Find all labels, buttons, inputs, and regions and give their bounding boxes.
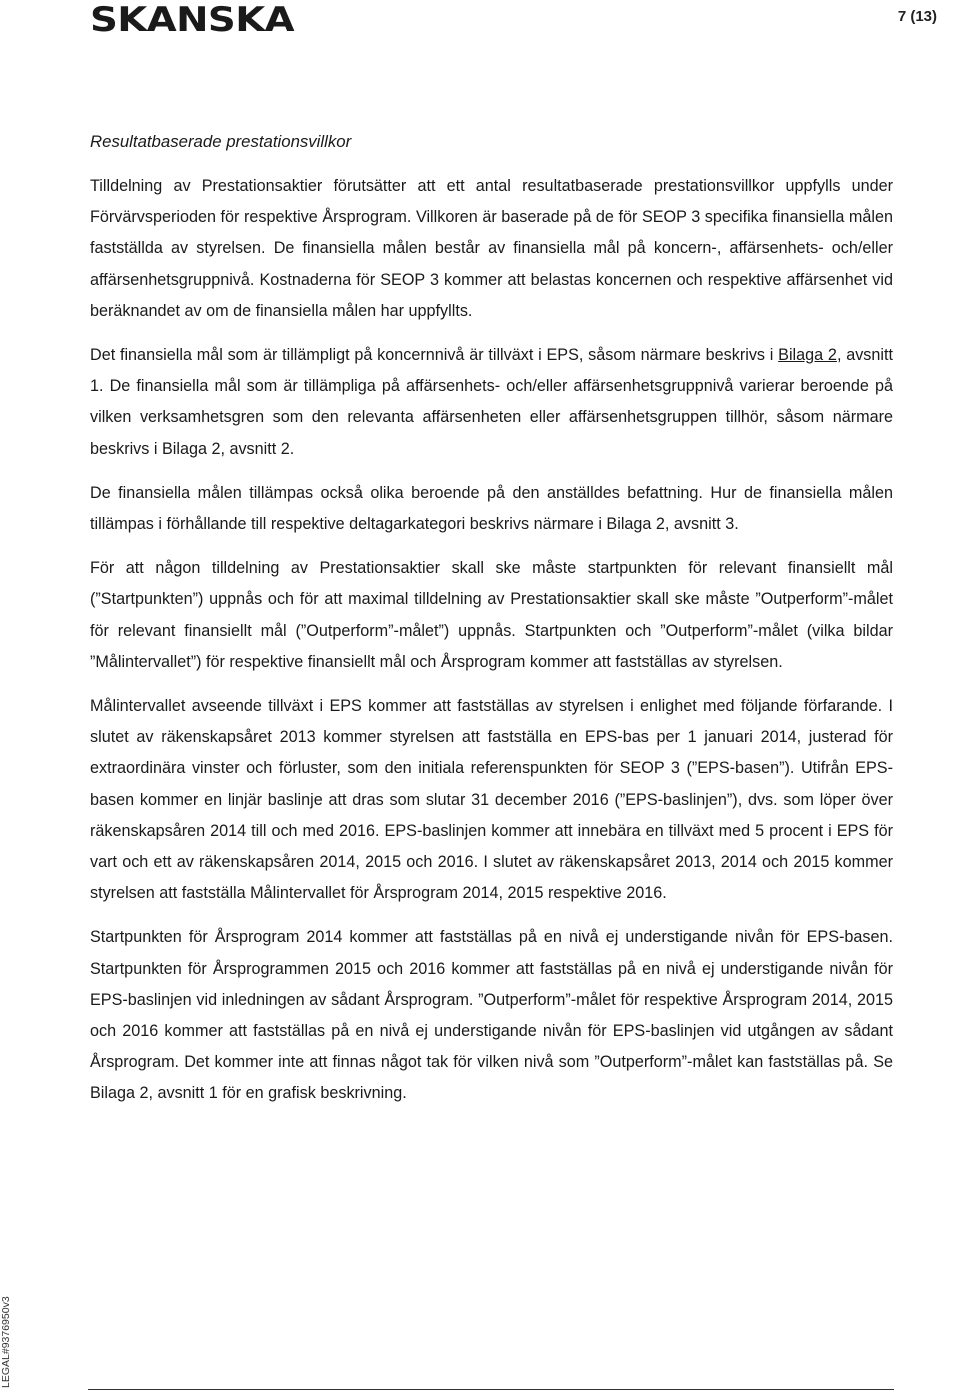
appendix-reference: Bilaga 2 bbox=[778, 346, 837, 365]
paragraph-group-target bbox=[90, 340, 893, 465]
paragraph-group-target-end: , avsnitt 1. De finansiella mål som är tillämpliga på affärsenhets- och/eller affärsenhetsgruppnivå varierar beroende på vilken verksamhetsgren som den relevanta affärsenheten eller affärsenhetsgruppen tillhör, såsom närmare beskrivs i Bilaga 2, avsnitt 2. bbox=[90, 346, 893, 458]
logo-text: SKANSKA bbox=[90, 0, 296, 36]
document-reference-text: LEGAL#9376950v3 bbox=[0, 1296, 12, 1388]
paragraph-annual-program-levels: Startpunkten för Årsprogram 2014 kommer att fastställas på en nivå ej understigande nivån för EPS-basen. Startpunkten för Årsprogrammen 2015 och 2016 kommer att fastställas på en nivå ej understigande nivån för EPS-baslinjen vid inledningen av sådant Årsprogram. ”Outperform”-målet för respektive Årsprogram 2014, 2015 och 2016 kommer att fastställas på en nivå ej understigande nivån för EPS-baslinjen vid utgången av sådant Årsprogram. Det kommer inte att finnas något tak för vilken nivå som ”Outperform”-målet kan fastställas på. Se Bilaga 2, avsnitt 1 för en grafisk beskrivning. bbox=[90, 928, 893, 1103]
page-number: 7 (13) bbox=[897, 8, 937, 25]
skanska-wordmark bbox=[90, 0, 296, 36]
section-title: Resultatbaserade prestationsvillkor bbox=[90, 132, 352, 151]
paragraph-position-application: De finansiella målen tillämpas också olika beroende på den anställdes befattning. Hur de finansiella målen tillämpas i förhållande till respektive deltagarkategori beskrivs närmare i Bilaga 2, avsnitt 3. bbox=[90, 483, 893, 534]
paragraph-group-target-start: Det finansiella mål som är tillämpligt på koncernnivå är tillväxt i EPS, såsom närmare beskrivs i bbox=[90, 346, 779, 365]
skanska-logo bbox=[90, 0, 296, 36]
document-reference-vertical bbox=[0, 1268, 12, 1388]
paragraph-target-range-eps: Målintervallet avseende tillväxt i EPS kommer att fastställas av styrelsen i enlighet med följande förfarande. I slutet av räkenskapsåret 2013 kommer styrelsen att fastställa en EPS-bas per 1 januari 2014, justerad för extraordinära vinster och förluster, som den initiala referenspunkten för SEOP 3 (”EPS-basen”). Utifrån EPS-basen kommer en linjär baslinje att dras som slutar 31 december 2016 (”EPS-baslinjen”), dvs. som löper över räkenskapsåren 2014 till och med 2016. EPS-baslinjen kommer att innebära en tillväxt med 5 procent i EPS för vart och ett av räkenskapsåren 2014, 2015 och 2016. I slutet av räkenskapsåret 2013, 2014 och 2015 kommer styrelsen att fastställa Målintervallet för Årsprogram 2014, 2015 respektive 2016. bbox=[90, 697, 893, 903]
document-body bbox=[90, 127, 893, 1110]
paragraph-conditions: Tilldelning av Prestationsaktier förutsätter att ett antal resultatbaserade prestationsvillkor uppfylls under Förvärvsperioden för respektive Årsprogram. Villkoren är baserade på de för SEOP 3 specifika finansiella målen fastställda av styrelsen. De finansiella målen består av finansiella mål på koncern-, affärsenhets- och/eller affärsenhetsgruppnivå. Kostnaderna för SEOP 3 kommer att belastas koncernen och respektive affärsenhet vid beräknandet av om de finansiella målen har uppfyllts. bbox=[90, 177, 893, 320]
paragraph-startpoint-outperform: För att någon tilldelning av Prestationsaktier skall ske måste startpunkten för relevant finansiellt mål (”Startpunkten”) uppnås och för att maximal tilldelning av Prestationsaktier skall ske måste ”Outperform”-målet för relevant finansiellt mål (”Outperform”-målet”) uppnås. Startpunkten och ”Outperform”-målet (vilka bildar ”Målintervallet”) för respektive finansiellt mål och Årsprogram kommer att fastställas av styrelsen. bbox=[90, 559, 893, 671]
footer-divider bbox=[88, 1389, 894, 1390]
